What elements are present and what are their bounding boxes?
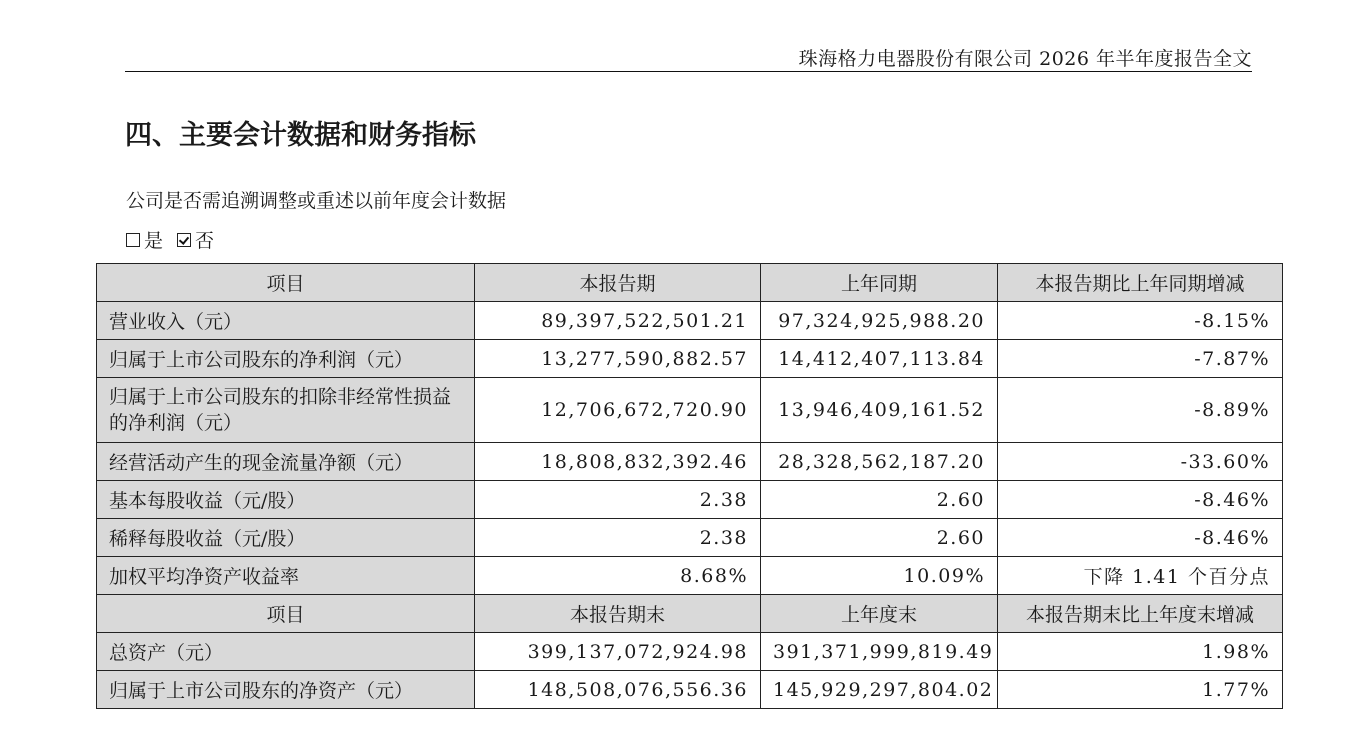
col-header-change: 本报告期末比上年度末增减 — [998, 595, 1283, 633]
row-current: 13,277,590,882.57 — [475, 340, 761, 378]
row-item: 加权平均净资产收益率 — [97, 557, 475, 595]
table-header-row — [97, 264, 1283, 302]
option-no[interactable] — [177, 226, 214, 253]
row-prior: 145,929,297,804.02 — [761, 671, 998, 709]
row-change: -8.46% — [998, 481, 1283, 519]
row-prior: 28,328,562,187.20 — [761, 443, 998, 481]
row-current: 18,808,832,392.46 — [475, 443, 761, 481]
row-change: -33.60% — [998, 443, 1283, 481]
row-prior: 2.60 — [761, 481, 998, 519]
table-row — [97, 340, 1283, 378]
row-change: 下降 1.41 个百分点 — [998, 557, 1283, 595]
row-prior: 10.09% — [761, 557, 998, 595]
row-item: 基本每股收益（元/股） — [97, 481, 475, 519]
table-row — [97, 443, 1283, 481]
row-current: 2.38 — [475, 519, 761, 557]
financial-data-table — [96, 263, 1283, 709]
row-prior: 2.60 — [761, 519, 998, 557]
checkbox-no-checked-icon[interactable] — [177, 233, 191, 247]
row-item: 稀释每股收益（元/股） — [97, 519, 475, 557]
row-prior: 391,371,999,819.49 — [761, 633, 998, 671]
row-current: 89,397,522,501.21 — [475, 302, 761, 340]
row-change: -7.87% — [998, 340, 1283, 378]
table-row — [97, 633, 1283, 671]
row-current: 2.38 — [475, 481, 761, 519]
row-prior: 13,946,409,161.52 — [761, 378, 998, 443]
col-header-change: 本报告期比上年同期增减 — [998, 264, 1283, 302]
table-row — [97, 519, 1283, 557]
checkbox-yes-icon[interactable] — [126, 233, 140, 247]
table-row — [97, 302, 1283, 340]
option-no-label: 否 — [195, 230, 215, 252]
row-item: 经营活动产生的现金流量净额（元） — [97, 443, 475, 481]
col-header-item: 项目 — [97, 595, 475, 633]
row-current: 8.68% — [475, 557, 761, 595]
restatement-options — [126, 226, 228, 253]
col-header-prior: 上年同期 — [761, 264, 998, 302]
section-heading: 四、主要会计数据和财务指标 — [125, 120, 476, 151]
row-item: 总资产（元） — [97, 633, 475, 671]
option-yes[interactable] — [126, 226, 163, 253]
report-header-title: 珠海格力电器股份有限公司 2026 年半年度报告全文 — [798, 48, 1252, 70]
col-header-current: 本报告期 — [475, 264, 761, 302]
row-current: 12,706,672,720.90 — [475, 378, 761, 443]
col-header-period-end: 本报告期末 — [475, 595, 761, 633]
row-change: 1.98% — [998, 633, 1283, 671]
row-current: 399,137,072,924.98 — [475, 633, 761, 671]
table-header-row — [97, 595, 1283, 633]
row-item: 营业收入（元） — [97, 302, 475, 340]
row-change: -8.89% — [998, 378, 1283, 443]
header-divider — [125, 71, 1252, 72]
row-item: 归属于上市公司股东的净资产（元） — [97, 671, 475, 709]
row-prior: 97,324,925,988.20 — [761, 302, 998, 340]
row-change: 1.77% — [998, 671, 1283, 709]
col-header-item: 项目 — [97, 264, 475, 302]
col-header-prior-year-end: 上年度末 — [761, 595, 998, 633]
restatement-question: 公司是否需追溯调整或重述以前年度会计数据 — [126, 190, 507, 212]
option-yes-label: 是 — [144, 230, 164, 252]
table-row — [97, 481, 1283, 519]
table-row — [97, 671, 1283, 709]
row-change: -8.46% — [998, 519, 1283, 557]
row-item: 归属于上市公司股东的净利润（元） — [97, 340, 475, 378]
row-prior: 14,412,407,113.84 — [761, 340, 998, 378]
row-change: -8.15% — [998, 302, 1283, 340]
row-current: 148,508,076,556.36 — [475, 671, 761, 709]
table-row — [97, 378, 1283, 443]
table-row — [97, 557, 1283, 595]
row-item: 归属于上市公司股东的扣除非经常性损益的净利润（元） — [97, 378, 475, 443]
